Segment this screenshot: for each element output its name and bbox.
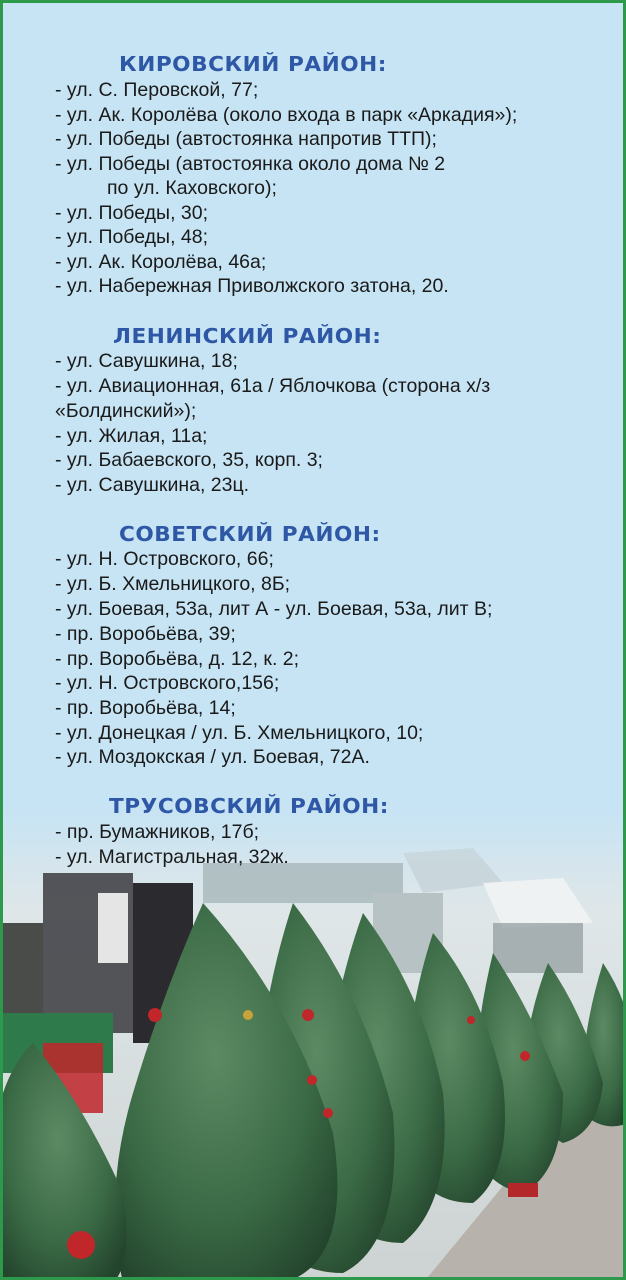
district-heading-leninsky: ЛЕНИНСКИЙ РАЙОН: — [113, 324, 382, 348]
district-heading-trusovsky: ТРУСОВСКИЙ РАЙОН: — [109, 794, 389, 818]
address-item: - ул. Ак. Королёва (около входа в парк «Аркадия»); — [55, 104, 518, 126]
address-item: - ул. Н. Островского,156; — [55, 672, 280, 694]
address-item: по ул. Каховского); — [107, 177, 277, 199]
address-item: - ул. Боевая, 53а, лит А - ул. Боевая, 53а, лит В; — [55, 598, 493, 620]
address-item: «Болдинский»); — [55, 400, 197, 422]
address-item: - ул. С. Перовской, 77; — [55, 79, 259, 101]
address-item: - ул. Савушкина, 18; — [55, 350, 238, 372]
address-item: - ул. Победы, 30; — [55, 202, 209, 224]
address-item: - пр. Воробьёва, 14; — [55, 697, 236, 719]
address-item: - ул. Савушкина, 23ц. — [55, 474, 250, 496]
address-item: - ул. Магистральная, 32ж. — [55, 846, 289, 868]
address-item: - ул. Моздокская / ул. Боевая, 72А. — [55, 746, 370, 768]
address-item: - пр. Бумажников, 17б; — [55, 821, 260, 843]
district-heading-kirovsky: КИРОВСКИЙ РАЙОН: — [119, 52, 387, 76]
address-item: - пр. Воробьёва, 39; — [55, 623, 236, 645]
address-item: - ул. Победы (автостоянка около дома № 2 — [55, 153, 446, 175]
address-item: - ул. Победы, 48; — [55, 226, 209, 248]
address-item: - ул. Б. Хмельницкого, 8Б; — [55, 573, 291, 595]
address-item: - ул. Бабаевского, 35, корп. 3; — [55, 449, 323, 471]
address-item: - ул. Ак. Королёва, 46а; — [55, 251, 267, 273]
district-heading-sovetsky: СОВЕТСКИЙ РАЙОН: — [119, 522, 381, 546]
address-item: - ул. Донецкая / ул. Б. Хмельницкого, 10; — [55, 722, 424, 744]
address-item: - пр. Воробьёва, д. 12, к. 2; — [55, 648, 300, 670]
address-item: - ул. Н. Островского, 66; — [55, 548, 274, 570]
address-item: - ул. Авиационная, 61а / Яблочкова (сторона х/з — [55, 375, 491, 397]
address-item: - ул. Набережная Приволжского затона, 20. — [55, 275, 449, 297]
address-item: - ул. Жилая, 11а; — [55, 425, 208, 447]
address-item: - ул. Победы (автостоянка напротив ТТП); — [55, 128, 437, 150]
